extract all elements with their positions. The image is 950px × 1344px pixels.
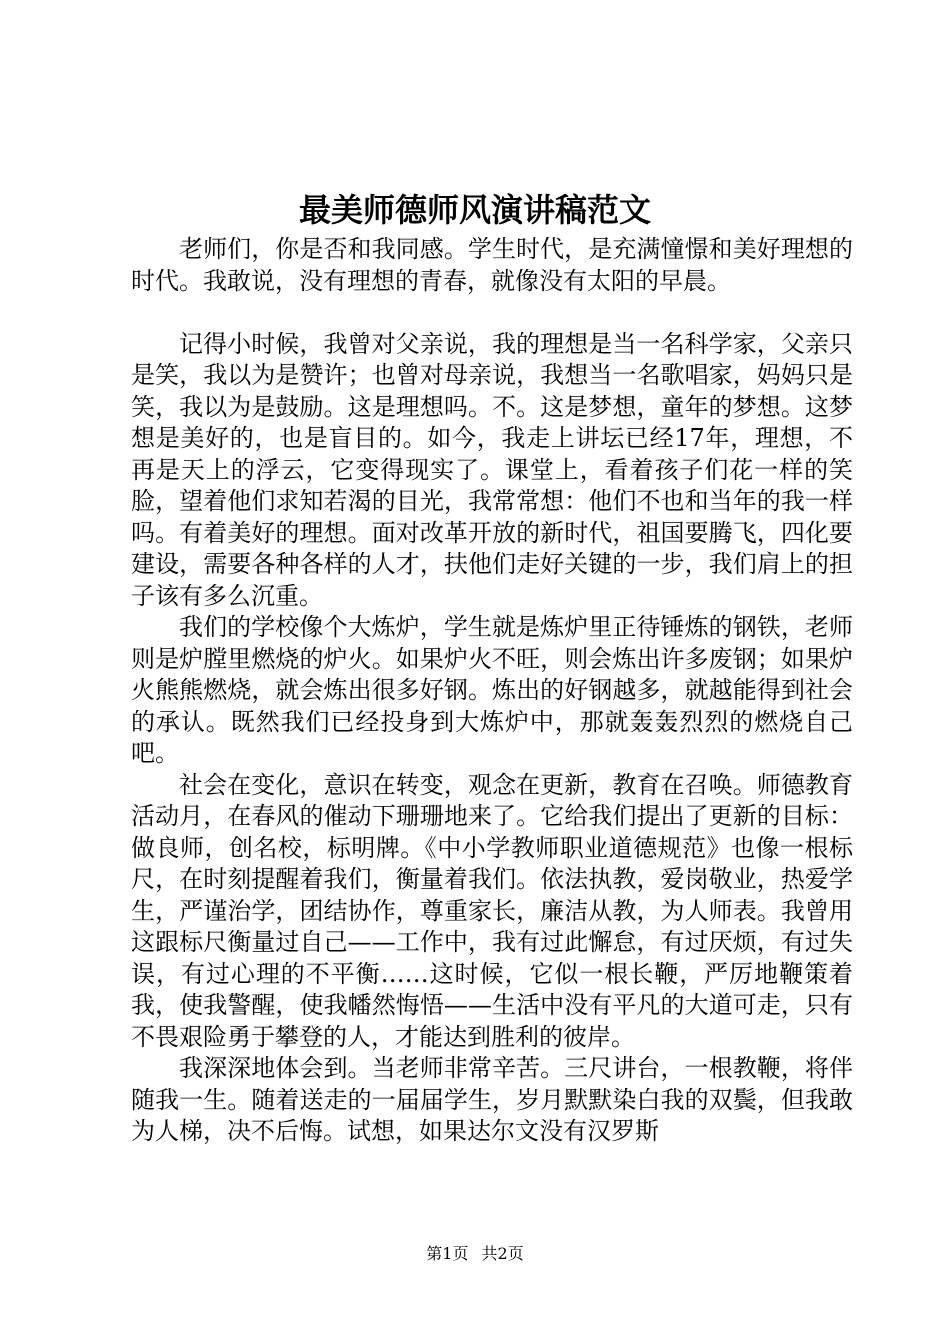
paragraph-2: 记得小时候，我曾对父亲说，我的理想是当一名科学家，父亲只是笑，我以为是赞许；也曾对母亲说，我想当一名歌唱家，妈妈只是笑，我以为是鼓励。这是理想吗。不。这是梦想，童年的梦想。这梦想是美好的，也是盲目的。如今，我走上讲坛已经17年，理想，不再是天上的浮云，它变得现实了。课堂上，看着孩子们花一样的笑脸，望着他们求知若渴的目光，我常常想：他们不也和当年的我一样吗。有着美好的理想。面对改革开放的新时代，祖国要腾飞，四化要建设，需要各种各样的人才，扶他们走好关键的一步，我们肩上的担子该有多么沉重。 bbox=[131, 329, 853, 610]
paragraph-spacer bbox=[131, 297, 853, 329]
document-body bbox=[131, 234, 853, 1148]
paragraph-5: 我深深地体会到。当老师非常辛苦。三尺讲台，一根教鞭，将伴随我一生。随着送走的一届届学生，岁月默默染白我的双鬓，但我敢为人梯，决不后悔。试想，如果达尔文没有汉罗斯 bbox=[131, 1054, 853, 1145]
page-total: 共2页 bbox=[481, 1244, 524, 1263]
paragraph-3: 我们的学校像个大炼炉，学生就是炼炉里正待锤炼的钢铁，老师则是炉膛里燃烧的炉火。如果炉火不旺，则会炼出许多废钢；如果炉火熊熊燃烧，就会炼出很多好钢。炼出的好钢越多，就越能得到社会的承认。既然我们已经投身到大炼炉中，那就轰轰烈烈的燃烧自己吧。 bbox=[131, 613, 853, 767]
document-title: 最美师德师风演讲稿范文 bbox=[298, 191, 651, 229]
page-footer bbox=[0, 1243, 950, 1265]
paragraph-4: 社会在变化，意识在转变，观念在更新，教育在召唤。师德教育活动月，在春风的催动下珊珊地来了。它给我们提出了更新的目标：做良师，创名校，标明牌。《中小学教师职业道德规范》也像一根标尺，在时刻提醒着我们，衡量着我们。依法执教，爱岗敬业，热爱学生，严谨治学，团结协作，尊重家长，廉洁从教，为人师表。我曾用这跟标尺衡量过自己——工作中，我有过此懈怠，有过厌烦，有过失误，有过心理的不平衡……这时候，它似一根长鞭，严厉地鞭策着我，使我警醒，使我幡然悔悟——生活中没有平凡的大道可走，只有不畏艰险勇于攀登的人，才能达到胜利的彼岸。 bbox=[131, 770, 853, 1051]
page-number: 第1页 bbox=[426, 1244, 469, 1263]
paragraph-1: 老师们，你是否和我同感。学生时代，是充满憧憬和美好理想的时代。我敢说，没有理想的青春，就像没有太阳的早晨。 bbox=[131, 235, 853, 295]
